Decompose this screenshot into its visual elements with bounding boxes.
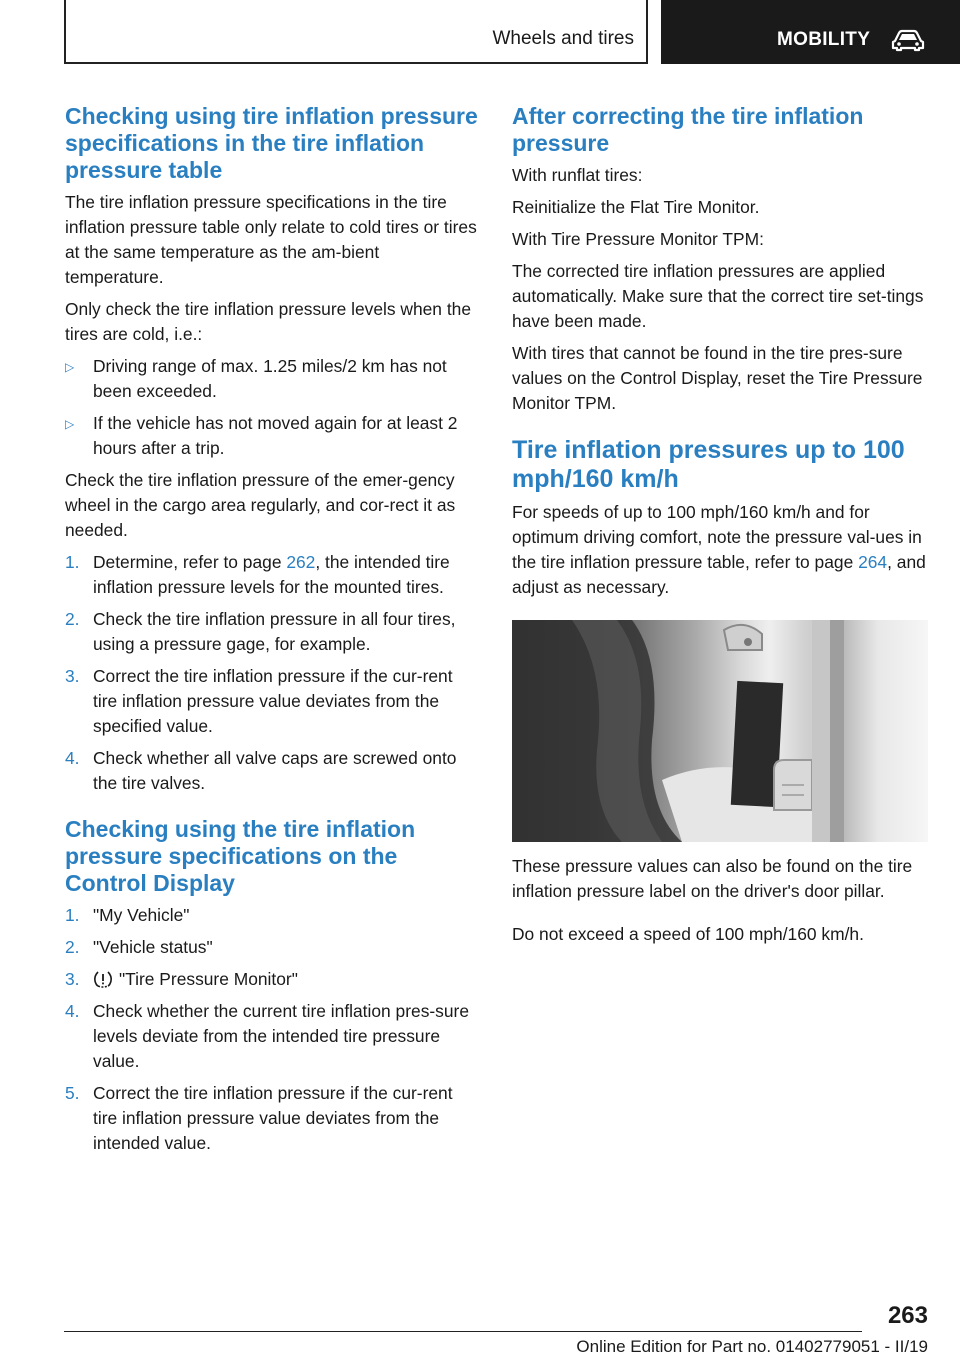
steps-list <box>65 550 481 796</box>
paragraph <box>512 500 928 600</box>
list-item <box>65 967 481 992</box>
list-item <box>65 999 481 1074</box>
step-number: 5. <box>65 1083 80 1103</box>
step-text: , the intended tire inflation pressure levels for the mounted tires. <box>93 552 450 597</box>
list-item-text: Driving range of max. 1.25 miles/2 km has not been exceeded. <box>93 356 447 401</box>
list-item <box>65 1081 481 1156</box>
step-text: "My Vehicle" <box>93 905 190 925</box>
paragraph: Do not exceed a speed of 100 mph/160 km/h. <box>512 924 864 944</box>
heading-pressures-100mph: Tire inflation pressures up to 100 mph/160 km/h <box>512 436 905 493</box>
list-item <box>65 411 481 461</box>
paragraph-text: , and adjust as necessary. <box>512 552 926 597</box>
page-link-264[interactable]: 264 <box>858 552 888 572</box>
step-text: Determine, refer to page <box>93 552 287 572</box>
step-number: 2. <box>65 937 80 957</box>
step-text: Check the tire inflation pressure in all four tires, using a pressure gage, for example. <box>93 609 456 654</box>
list-item <box>65 746 481 796</box>
paragraph-text: For speeds of up to 100 mph/160 km/h and for optimum driving comfort, note the pressure val‐ues in the tire inflation pressure table, refer to page <box>512 502 922 572</box>
paragraph: With tires that cannot be found in the tire pres‐sure values on the Control Display, reset the Tire Pressure Monitor TPM. <box>512 343 923 413</box>
step-number: 2. <box>65 609 80 629</box>
step-text: Check whether the current tire inflation pres‐sure levels deviate from the intended tire pressure value. <box>93 1001 470 1071</box>
paragraph: Reinitialize the Flat Tire Monitor. <box>512 197 760 217</box>
list-item-text: If the vehicle has not moved again for at least 2 hours after a trip. <box>93 413 458 458</box>
paragraph: With runflat tires: <box>512 165 643 185</box>
heading-checking-table: Checking using tire inflation pressure specifications in the tire inflation pressure table <box>65 103 478 183</box>
step-text: "Tire Pressure Monitor" <box>119 969 298 989</box>
right-column <box>512 103 928 954</box>
paragraph: The corrected tire inflation pressures are applied automatically. Make sure that the correct tire set‐tings have been made. <box>512 261 924 331</box>
triangle-bullet-icon: ▷ <box>65 417 75 431</box>
step-text: Correct the tire inflation pressure if the cur‐rent tire inflation pressure value deviates from the intended value. <box>93 1083 453 1153</box>
bullet-list <box>65 354 481 461</box>
list-item <box>65 903 481 928</box>
paragraph: The tire inflation pressure specifications in the tire inflation pressure table only relate to cold tires or tires at the same temperature as the am‐bient temperature. <box>65 192 477 287</box>
header-section-title: Wheels and tires <box>492 28 634 49</box>
page-link-262[interactable]: 262 <box>286 552 316 572</box>
step-text: Correct the tire inflation pressure if the cur‐rent tire inflation pressure value deviates from the specified value. <box>93 666 453 736</box>
step-number: 4. <box>65 1001 80 1021</box>
heading-after-correcting: After correcting the tire inflation pressure <box>512 103 864 156</box>
step-number: 1. <box>65 552 80 572</box>
list-item <box>65 935 481 960</box>
step-number: 3. <box>65 666 80 686</box>
step-number: 4. <box>65 748 80 768</box>
footer-divider <box>64 1331 862 1332</box>
door-pillar-label-photo <box>512 620 928 842</box>
list-item <box>65 664 481 739</box>
step-number: 1. <box>65 905 80 925</box>
car-icon <box>891 28 925 52</box>
paragraph: Only check the tire inflation pressure levels when the tires are cold, i.e.: <box>65 299 471 344</box>
header-chapter-title: MOBILITY <box>777 29 871 50</box>
page-number: 263 <box>887 1302 928 1329</box>
footer-edition: Online Edition for Part no. 01402779051 - II/19 <box>576 1337 928 1356</box>
header-chapter-tab <box>661 0 960 64</box>
header-section-box <box>64 0 648 64</box>
steps-list-control-display <box>65 903 481 1156</box>
paragraph: These pressure values can also be found on the tire inflation pressure label on the driver's door pillar. <box>512 856 913 901</box>
paragraph: Check the tire inflation pressure of the emer‐gency wheel in the cargo area regularly, and cor‐rect it as needed. <box>65 470 456 540</box>
heading-checking-control-display: Checking using the tire inflation pressure specifications on the Control Display <box>65 816 416 896</box>
left-column <box>65 103 481 1163</box>
triangle-bullet-icon: ▷ <box>65 360 75 374</box>
door-pillar-illustration <box>512 620 928 842</box>
paragraph: With Tire Pressure Monitor TPM: <box>512 229 764 249</box>
step-text: Check whether all valve caps are screwed onto the tire valves. <box>93 748 457 793</box>
step-text: "Vehicle status" <box>93 937 213 957</box>
step-number: 3. <box>65 969 80 989</box>
list-item <box>65 550 481 600</box>
tire-pressure-warning-icon <box>93 970 113 988</box>
list-item <box>65 354 481 404</box>
list-item <box>65 607 481 657</box>
